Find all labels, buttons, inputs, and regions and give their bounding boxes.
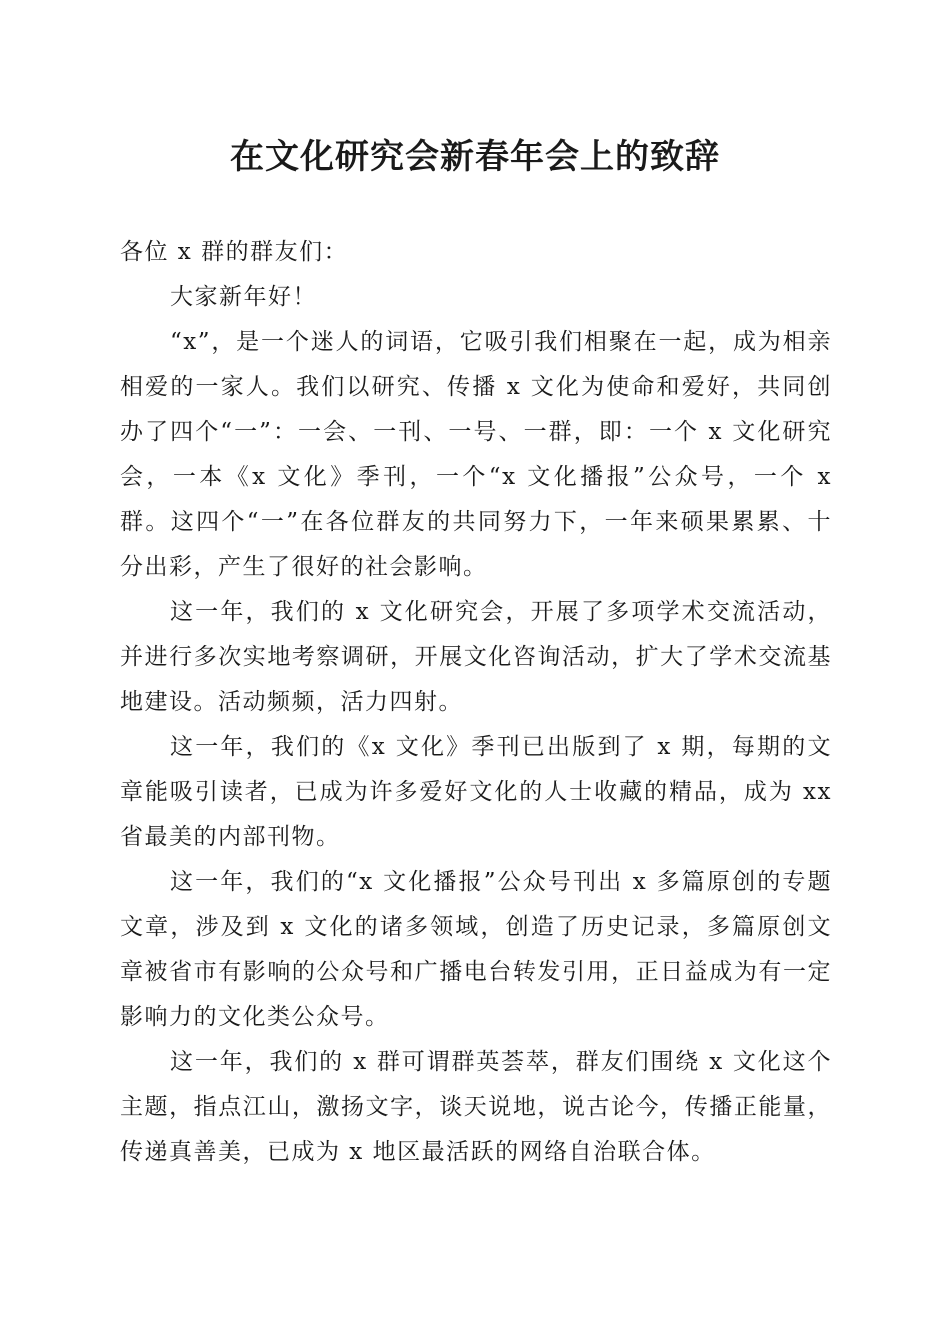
paragraph-research-society: 这一年，我们的 x 文化研究会，开展了多项学术交流活动，并进行多次实地考察调研，开展文化咨询活动，扩大了学术交流基地建设。活动频频，活力四射。 xyxy=(120,599,832,715)
paragraph-public-account: 这一年，我们的“x 文化播报”公众号刊出 x 多篇原创的专题文章，涉及到 x 文化的诸多领域，创造了历史记录，多篇原创文章被省市有影响的公众号和广播电台转发引用，正日益成为有一定影响力的文化类公众号。 xyxy=(120,869,832,1030)
document-title: 在文化研究会新春年会上的致辞 xyxy=(230,137,720,177)
paragraph-intro: “x”，是一个迷人的词语，它吸引我们相聚在一起，成为相亲相爱的一家人。我们以研究、传播 x 文化为使命和爱好，共同创办了四个“一”：一会、一刊、一号、一群，即：一个 x 文化研究会，一本《x 文化》季刊，一个“x 文化播报”公众号，一个 x 群。这四个“一”在各位群友的共同努力下，一年来硕果累累、十分出彩，产生了很好的社会影响。 xyxy=(120,329,832,580)
salutation: 各位 x 群的群友们： xyxy=(120,239,349,265)
paragraph-group: 这一年，我们的 x 群可谓群英荟萃，群友们围绕 x 文化这个主题，指点江山，激扬文字，谈天说地，说古论今，传播正能量，传递真善美，已成为 x 地区最活跃的网络自治联合体。 xyxy=(120,1049,832,1165)
paragraph-quarterly-journal: 这一年，我们的《x 文化》季刊已出版到了 x 期，每期的文章能吸引读者，已成为许多爱好文化的人士收藏的精品，成为 xx 省最美的内部刊物。 xyxy=(120,734,832,850)
greeting: 大家新年好！ xyxy=(170,284,317,310)
document-body xyxy=(120,230,832,1175)
